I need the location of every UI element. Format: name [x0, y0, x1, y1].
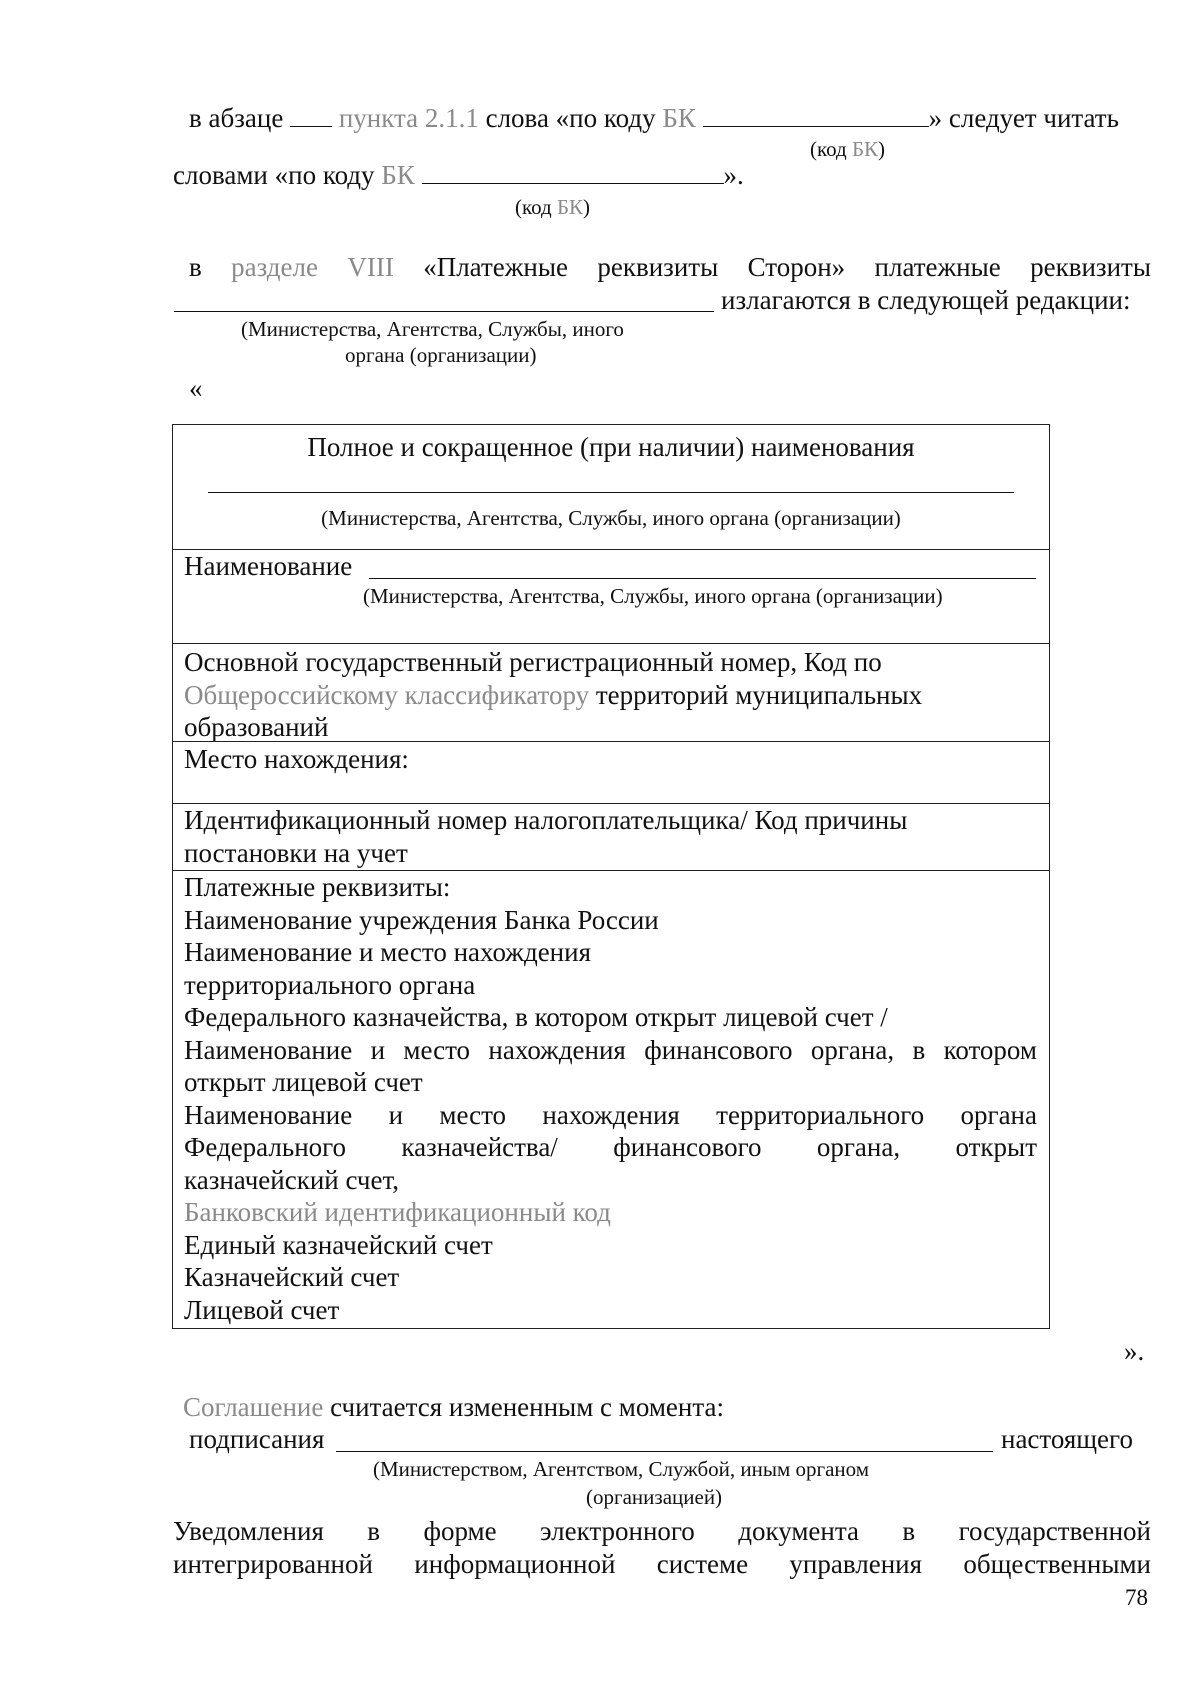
clause-reference-link[interactable]: пункта 2.1.1: [338, 103, 479, 133]
bik-link[interactable]: Банковский идентификационный код: [184, 1197, 611, 1227]
blank-line: [336, 1451, 993, 1452]
open-quote: «: [189, 373, 203, 403]
caption-ministry: (Министерства, Агентства, Службы, иного органа (организации): [363, 584, 943, 608]
payment-details-heading: Платежные реквизиты:: [184, 872, 451, 902]
table-row-inn-kpp: [172, 803, 1050, 870]
treasury-name-label: Наименование и место нахождения: [184, 937, 592, 967]
treasury-account-label: Федерального казначейства, в котором открыт лицевой счет /: [184, 1002, 888, 1032]
signing-label: подписания: [189, 1424, 325, 1454]
caption-bk-code: (код БК): [810, 137, 886, 161]
blank-line: [208, 492, 1014, 493]
bank-name-label: Наименование учреждения Банка России: [184, 904, 659, 935]
caption-ministry: (Министерства, Агентства, Службы, иного: [241, 317, 624, 341]
table-row-ogrn: [172, 643, 1050, 741]
treasury-account-opener-label-end: казначейский счет,: [184, 1164, 399, 1195]
section-link[interactable]: разделе: [231, 252, 318, 282]
treasury-account-opener-label-cont: Федерального казначейства/ финансового органа, открыт: [184, 1132, 1037, 1162]
table-row-name: [172, 549, 1050, 643]
blank-line: [422, 159, 724, 184]
paragraph-amendment-line2: словами «по коду БК ».: [173, 160, 744, 190]
blank-line: [174, 311, 714, 312]
text: » следует читать: [928, 103, 1119, 133]
ogrn-label: Основной государственный регистрационный номер, Код по: [184, 647, 882, 677]
name-label: Наименование: [184, 551, 353, 581]
text: слова «по коду: [485, 103, 656, 133]
paragraph-notification-line2: интегрированной информационной системе управления общественными: [173, 1549, 1151, 1579]
agreement-link[interactable]: Соглашение: [183, 1392, 324, 1422]
financial-body-label: Наименование и место нахождения финансового органа, в котором: [184, 1034, 1037, 1065]
location-label: Место нахождения:: [184, 744, 409, 774]
text: в абзаце: [189, 103, 284, 133]
classifier-link[interactable]: Общероссийскому классификатору: [184, 679, 590, 710]
blank-line: [369, 578, 1036, 579]
close-quote: ».: [1124, 1336, 1145, 1366]
caption-organization: органа (организации): [345, 343, 537, 367]
bk-term-link[interactable]: БК: [381, 160, 415, 190]
caption-bk-code: (код БК): [515, 195, 591, 219]
single-treasury-account-label: Единый казначейский счет: [184, 1229, 493, 1260]
full-name-heading: Полное и сокращенное (при наличии) наименования: [307, 432, 915, 462]
page-number: 78: [1125, 1585, 1148, 1610]
caption-ministry-instrumental: (Министерством, Агентством, Службой, иным органом: [373, 1457, 870, 1481]
section-number-link[interactable]: VIII: [347, 252, 394, 282]
treasury-account-opener-label: Наименование и место нахождения территориального органа: [184, 1099, 1037, 1130]
bk-term-link[interactable]: БК: [851, 137, 879, 161]
inn-label: Идентификационный номер налогоплательщика/ Код причины: [184, 805, 908, 835]
caption-ministry: (Министерства, Агентства, Службы, иного органа (организации): [321, 506, 901, 530]
paragraph-amendment-line1: [189, 102, 1119, 134]
paragraph-section-viii: в разделе VIII «Платежные реквизиты Сторон» платежные реквизиты: [189, 252, 1151, 282]
financial-body-label-cont: открыт лицевой счет: [184, 1067, 423, 1097]
present-label: настоящего: [1001, 1424, 1133, 1454]
treasury-account-label-short: Казначейский счет: [184, 1262, 400, 1292]
paragraph-effective: Соглашение считается измененным с момента:: [183, 1392, 724, 1422]
paragraph-section-viii-line2: излагаются в следующей редакции:: [721, 285, 1131, 315]
table-row-location: [172, 741, 1050, 803]
caption-organization-instrumental: (организацией): [586, 1485, 723, 1509]
kpp-label: постановки на учет: [184, 837, 408, 868]
oktmo-label-end: образований: [184, 712, 329, 742]
table-row-full-name: [172, 424, 1050, 549]
treasury-name-label-cont: территориального органа: [184, 969, 476, 1000]
blank-line: [290, 102, 332, 127]
paragraph-notification-line1: Уведомления в форме электронного документа в государственной: [173, 1516, 1151, 1546]
bk-term-link[interactable]: БК: [662, 103, 696, 133]
blank-line: [703, 102, 929, 127]
personal-account-label: Лицевой счет: [184, 1294, 340, 1325]
oktmo-label: Общероссийскому классификатору территорий муниципальных: [184, 679, 923, 710]
table-row-payment-details: [172, 870, 1050, 1329]
bk-term-link[interactable]: БК: [556, 195, 584, 219]
